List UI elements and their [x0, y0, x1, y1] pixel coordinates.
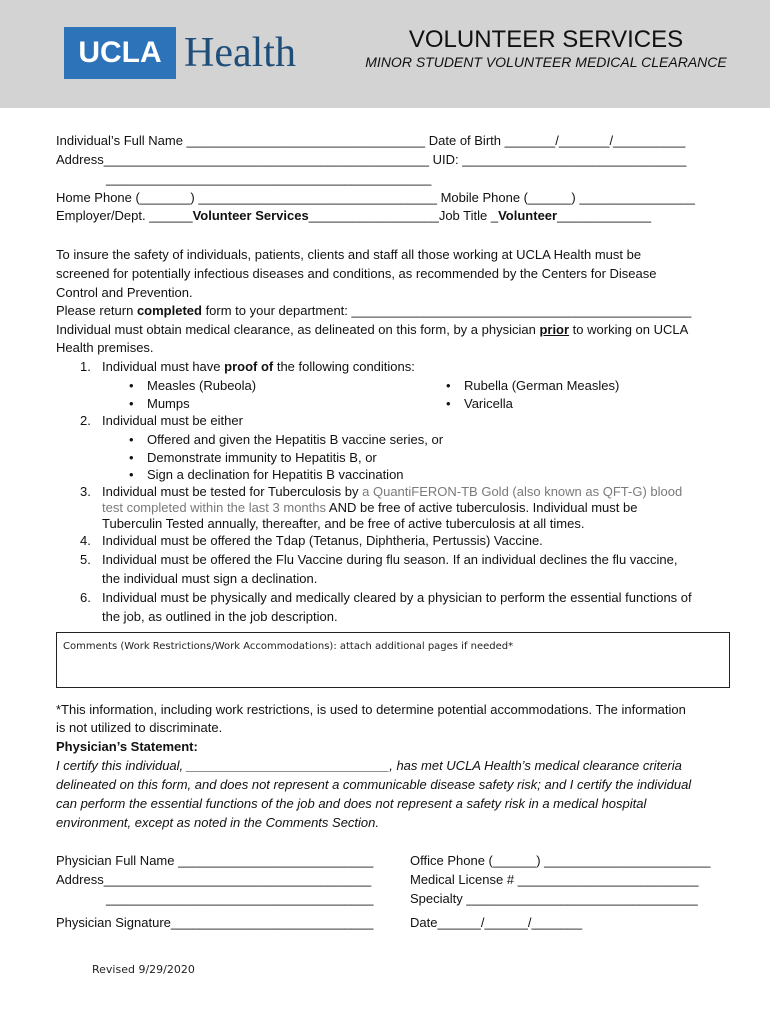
accommodation-note-line-1: *This information, including work restrictions, is used to determine potential accommodations. The information: [56, 702, 686, 717]
list-number-6: 6.: [80, 590, 91, 605]
accommodation-note-line-2: is not utilized to discriminate.: [56, 720, 223, 735]
date-field[interactable]: Date______/______/_______: [410, 915, 583, 930]
address-uid-field[interactable]: Address_____________________________________________ UID: _______________________________: [56, 152, 687, 167]
jobtitle-label: __________________Job Title _: [308, 208, 499, 223]
list-item-5-line-2: the individual must sign a declination.: [102, 571, 318, 586]
office-phone-field[interactable]: Office Phone (______) _______________________: [410, 853, 711, 868]
list-number-1: 1.: [80, 359, 91, 374]
list-number-5: 5.: [80, 552, 91, 567]
statement-line-3: can perform the essential functions of the job and does not represent a safety risk in a medical hospital: [56, 796, 647, 811]
physician-signature-field[interactable]: Physician Signature____________________________: [56, 915, 374, 930]
physician-statement-heading: Physician’s Statement:: [56, 739, 198, 754]
obligation-line-1: [56, 322, 688, 338]
address-line-2-field[interactable]: _____________________________________________: [106, 171, 432, 186]
return-text: Please return: [56, 303, 137, 318]
item1-text: Individual must have: [102, 359, 225, 374]
list-item-3-line-1: [102, 484, 682, 500]
comments-box[interactable]: [56, 632, 730, 688]
oblig-prior: prior: [539, 322, 570, 337]
list-item-3-line-3: Tuberculin Tested annually, thereafter, and be free of active tuberculosis at all times.: [102, 516, 585, 531]
return-line: form to your department: _______________________________________________: [201, 303, 692, 318]
bullet-varicella: • Varicella: [464, 396, 513, 412]
full-name-dob-field[interactable]: Individual’s Full Name _________________________________ Date of Birth _______/_______/__________: [56, 133, 686, 148]
item3-gray-2: test completed within the last 3 months: [102, 500, 327, 515]
bullet-hepb-2: • Demonstrate immunity to Hepatitis B, or: [147, 450, 377, 466]
specialty-field[interactable]: Specialty ________________________________: [410, 891, 698, 906]
statement-line-2: delineated on this form, and does not represent a communicable disease safety risk; and I certify the individual: [56, 777, 692, 792]
intro-line-3: Control and Prevention.: [56, 285, 193, 300]
employer-value: Volunteer Services: [192, 208, 309, 223]
oblig-text: Individual must obtain medical clearance, as delineated on this form, by a physician: [56, 322, 540, 337]
item3-text: Individual must be tested for Tuberculosis by: [102, 484, 363, 499]
list-item-6-line-1: Individual must be physically and medically cleared by a physician to perform the essential functions of: [102, 590, 692, 605]
item1-bold: proof of: [224, 359, 274, 374]
list-number-2: 2.: [80, 413, 91, 428]
list-item-6-line-2: the job, as outlined in the job description.: [102, 609, 338, 624]
page-title: VOLUNTEER SERVICES: [408, 26, 684, 53]
list-number-3: 3.: [80, 484, 91, 499]
list-item-1: [102, 359, 415, 375]
bullet-measles: • Measles (Rubeola): [147, 378, 256, 394]
list-item-4: Individual must be offered the Tdap (Tetanus, Diphtheria, Pertussis) Vaccine.: [102, 533, 543, 548]
medical-license-field[interactable]: Medical License # _________________________: [410, 872, 699, 887]
return-bold: completed: [136, 303, 202, 318]
header-band: [0, 0, 770, 108]
revised-date: Revised 9/29/2020: [92, 963, 195, 976]
obligation-line-2: Health premises.: [56, 340, 154, 355]
item3-gray: a QuantiFERON-TB Gold (also known as QFT-G) blood: [362, 484, 683, 499]
bullet-hepb-1: • Offered and given the Hepatitis B vaccine series, or: [147, 432, 443, 448]
bullet-rubella: • Rubella (German Measles): [464, 378, 619, 394]
list-item-5-line-1: Individual must be offered the Flu Vaccine during flu season. If an individual declines the flu vaccine,: [102, 552, 678, 567]
bullet-mumps: • Mumps: [147, 396, 190, 412]
list-item-3-line-2: [102, 500, 637, 516]
return-department-field[interactable]: [56, 303, 691, 319]
logo-health-word: Health: [184, 30, 296, 76]
intro-line-2: screened for potentially infectious diseases and conditions, as recommended by the Centers for Disease: [56, 266, 657, 281]
employer-label: Employer/Dept. ______: [56, 208, 193, 223]
statement-line-1[interactable]: I certify this individual, ____________________________, has met UCLA Health’s medical clearance criteria: [56, 758, 682, 773]
item3-text-2: AND be free of active tuberculosis. Individual must be: [326, 500, 638, 515]
intro-line-1: To insure the safety of individuals, patients, clients and staff all those working at UCLA Health must be: [56, 247, 642, 262]
bullet-hepb-3: • Sign a declination for Hepatitis B vaccination: [147, 467, 404, 483]
statement-line-4: environment, except as noted in the Comments Section.: [56, 815, 380, 830]
phone-fields[interactable]: Home Phone (_______) _________________________________ Mobile Phone (______) ________________: [56, 190, 696, 205]
list-item-2: Individual must be either: [102, 413, 243, 428]
list-number-4: 4.: [80, 533, 91, 548]
jobtitle-underline: _____________: [557, 208, 652, 223]
physician-address-field[interactable]: Address_____________________________________: [56, 872, 372, 887]
physician-name-field[interactable]: Physician Full Name ___________________________: [56, 853, 374, 868]
physician-address-line-2-field[interactable]: _____________________________________: [106, 891, 374, 906]
page-subtitle: MINOR STUDENT VOLUNTEER MEDICAL CLEARANCE: [365, 54, 727, 70]
jobtitle-value: Volunteer: [498, 208, 558, 223]
logo-ucla-box: UCLA: [64, 27, 176, 79]
item1-text-2: the following conditions:: [273, 359, 415, 374]
oblig-text-2: to working on UCLA: [569, 322, 689, 337]
comments-label: Comments (Work Restrictions/Work Accommodations): attach additional pages if needed*: [63, 641, 514, 652]
employer-jobtitle-field[interactable]: [56, 208, 651, 224]
ucla-health-logo: [64, 27, 296, 79]
